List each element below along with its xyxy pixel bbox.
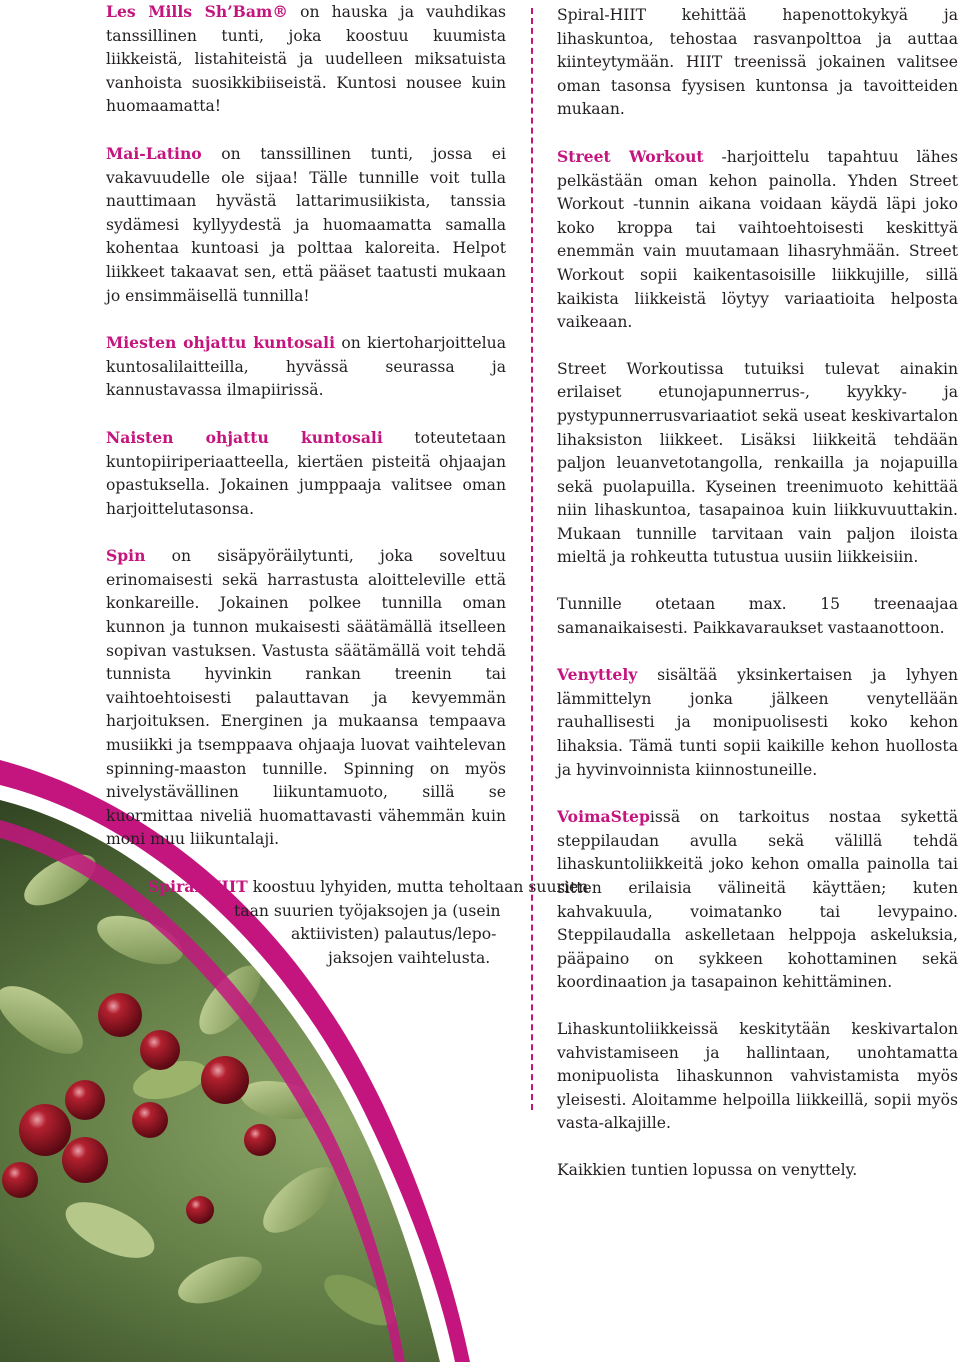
mai-latino-paragraph: [106, 142, 506, 308]
spiral-hiit-paragraph: [106, 875, 589, 970]
miesten-kuntosali-text: on kiertoharjoittelua kuntosalilaitteilla, hyvässä seurassa ja kannustavassa ilmapiirissä.: [106, 334, 506, 400]
voimastep-paragraph: [557, 805, 958, 995]
naisten-kuntosali-text: toteutetaan kuntopiiriperiaatteella, kiertäen pisteitä ohjaajan opastuksella. Jokainen jumppaaja valitsee oman harjoittelutasonsa.: [106, 428, 506, 518]
venyttely-text: sisältää yksinkertaisen ja lyhyen lämmittelyn jonka jälkeen venytellään rauhallisesti ja monipuolisesti koko kehon lihaksia. Tämä tunti sopii kaikille kehon huollosta ja hyvinvoinnista kiinnostuneille.: [557, 666, 958, 779]
voimastep-text: issä on tarkoitus nostaa sykettä steppilaudan avulla sekä välillä tehdä lihaskuntoliikkeitä joko kehon omalla painolla tai sitten erilaisia välineitä käyttäen; kuten kahvakuula, voimatanko tai levypaino. Steppilaudalla askelletaan helppoja askeluksia, pääpaino on sykkeen kohottaminen sekä koordinaation ja tasapainon kehittäminen.: [557, 808, 958, 992]
spiral-line-4: jaksojen vaihtelusta.: [328, 948, 491, 967]
spin-keyword: Spin: [106, 546, 146, 566]
max-participants-paragraph: Tunnille otetaan max. 15 treenaajaa samanaikaisesti. Paikkavaraukset vastaanottoon.: [557, 595, 958, 637]
spiral-hiit-benefits-paragraph: Spiral-HIIT kehittää hapenottokykyä ja lihaskuntoa, tehostaa rasvanpolttoa ja auttaa kiinteytymään. HIIT treenissä jokainen valitsee oman tasonsa fyysisen kuntonsa ja tavoitteiden mukaan.: [557, 6, 958, 119]
street-workout-keyword: Street Workout: [557, 146, 704, 166]
lihaskunto-paragraph: Lihaskuntoliikkeissä keskitytään keskivartalon vahvistamiseen ja hallintaan, unohtamatta monipuolista lihaskunnon vahvistamista myös yleisesti. Aloitamme helpoilla liikkeillä, sopii myös vasta-alkajille.: [557, 1019, 958, 1133]
mai-latino-text: on tanssillinen tunti, jossa ei vakavuudelle ole sijaa! Tälle tunnille voit tulla nauttimaan hyvästä lattarimusiikista, tanssia sydämesi kyllyydestä ja huomaamatta samalla kohentaa kuntoasi ja polttaa kaloreita. Helpot liikkeet takaavat sen, että pääset taatusti mukaan jo ensimmäisellä tunnilla!: [106, 144, 506, 305]
closing-paragraph: Kaikkien tuntien lopussa on venyttely.: [557, 1160, 858, 1179]
shbam-text: on hauska ja vauhdikas tanssillinen tunti, joka koostuu kuumista liikkeistä, listahiteistä ja uudelleen miksatuista vanhoista suosikkibiiseistä. Kuntosi nousee kuin huomaamatta!: [106, 3, 506, 116]
miesten-kuntosali-keyword: Miesten ohjattu kuntosali: [106, 333, 336, 353]
voimastep-keyword: VoimaStep: [557, 807, 650, 827]
venyttely-keyword: Venyttely: [557, 665, 638, 685]
venyttely-paragraph: [557, 663, 958, 782]
mai-latino-keyword: Mai-Latino: [106, 143, 202, 163]
spin-text: on sisäpyöräilytunti, joka soveltuu erinomaisesti sekä harrastusta aloitteleville että konkareille. Jokainen polkee tunnilla oman kunnon ja tunnon mukaisesti säätämällä itselleen sopivan vastuksen. Vastusta säätämällä voit tehdä tunnista hyvinkin rankan treenin tai vaihtoehtoisesti palauttavan ja kevyemmän harjoituksen. Energinen ja mukaansa tempaava musiikki ja tsemppaava ohjaaja luovat vaihtelevan spinning-maaston tunnille. Spinning on myös nivelystävällinen liikuntamuoto, sillä se kuormittaa niveliä huomattavasti vähemmän kuin moni muu liikuntalaji.: [106, 547, 506, 849]
shbam-keyword: Les Mills Sh’Bam®: [106, 2, 289, 21]
column-divider: [531, 8, 533, 1110]
naisten-kuntosali-paragraph: [106, 426, 506, 521]
shbam-paragraph: [106, 0, 506, 119]
miesten-kuntosali-paragraph: [106, 331, 506, 403]
right-column: [557, 4, 958, 1206]
spiral-line-2: taan suurien työjaksojen ja (usein: [234, 901, 501, 920]
spin-paragraph: [106, 544, 506, 852]
street-workout-text: -harjoittelu tapahtuu lähes pelkästään oman kehon painolla. Yhden Street Workout -tunnin aikana voidaan käydä läpi joko koko kroppa tai vaihtoehtoisesti keskittyä enemmän vain muutamaan lihasryhmään. Street Workout sopii kaikentasoisille liikkujille, sillä kaikista liikkeistä löytyy variaatioita helposta vaikeaan.: [557, 147, 958, 332]
spiral-line-1: [106, 875, 589, 900]
left-column: [106, 0, 589, 970]
naisten-kuntosali-keyword: Naisten ohjattu kuntosali: [106, 427, 383, 447]
street-workout-details-paragraph: Street Workoutissa tutuiksi tulevat ainakin erilaiset etunojapunnerrus-, kyykky- ja pystypunnerrusvariaatiot sekä useat keskivartalon lihaksiston liikkeet. Lisäksi liikkeitä tehdään paljon leuanvetotangolla, renkailla ja nojapuilla sekä puolapuilla. Kyseinen treenimuoto kehittää niin lihaskuntoa, tasapainoa kuin liikkuvuuttakin. Mukaan tunnille tarvitaan vain paljon iloista mieltä ja rohkeutta tutustua uusiin liikkeisiin.: [557, 359, 958, 567]
spiral-hiit-keyword: Spiral-HIIT: [148, 877, 248, 896]
spiral-line-3: aktiivisten) palautus/lepo-: [291, 925, 497, 944]
spiral-line-1-text: koostuu lyhyiden, mutta teholtaan suurien: [247, 878, 589, 896]
street-workout-paragraph: [557, 145, 958, 335]
